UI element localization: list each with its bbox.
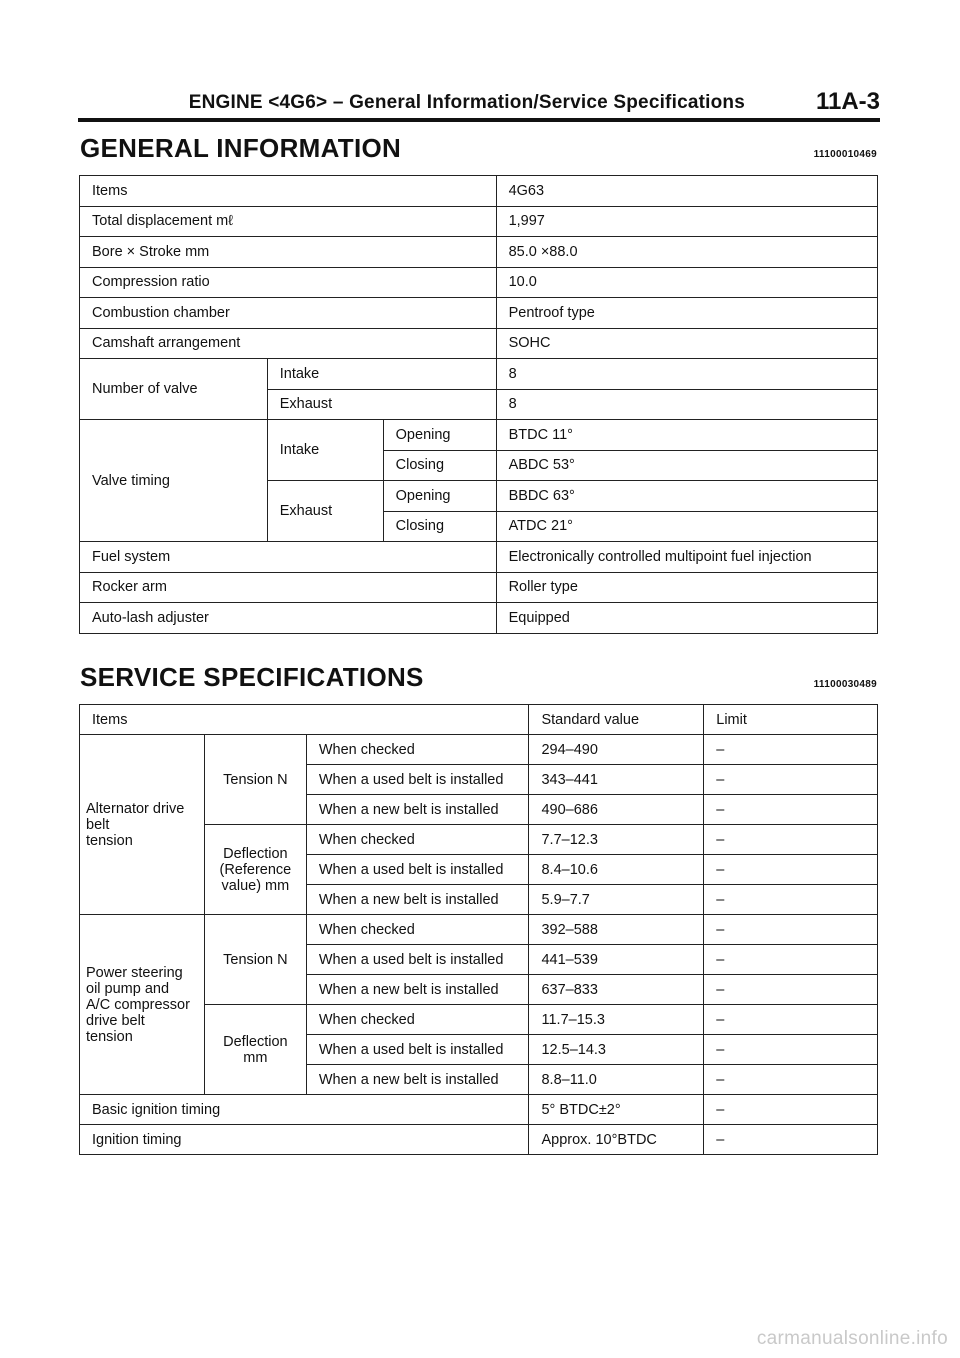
standard-value: 12.5–14.3: [529, 1035, 704, 1065]
limit-value: –: [704, 795, 878, 825]
limit-value: –: [704, 975, 878, 1005]
cell-value: 1,997: [496, 206, 877, 237]
table-row: [80, 359, 878, 390]
table-row: [80, 176, 878, 207]
standard-value: 8.8–11.0: [529, 1065, 704, 1095]
condition-label: When checked: [306, 915, 529, 945]
cell-label: Camshaft arrangement: [80, 328, 497, 359]
page-header-title: ENGINE <4G6> – General Information/Service Specifications: [188, 92, 745, 113]
standard-value: 637–833: [529, 975, 704, 1005]
cell-value: Roller type: [496, 572, 877, 603]
condition-label: When a used belt is installed: [306, 945, 529, 975]
condition-label: When a used belt is installed: [306, 1035, 529, 1065]
cell-label: Exhaust: [267, 389, 496, 420]
tension-label: Tension N: [204, 735, 306, 825]
cell-value: Equipped: [496, 603, 877, 634]
tension-label: Tension N: [204, 915, 306, 1005]
condition-label: When checked: [306, 825, 529, 855]
limit-value: –: [704, 765, 878, 795]
power-steering-belt-group: Power steering oil pump and A/C compressor drive belt tension: [80, 915, 205, 1095]
cell-value: 10.0: [496, 267, 877, 298]
condition-label: When a new belt is installed: [306, 975, 529, 1005]
cell-value: BTDC 11°: [496, 420, 877, 451]
cell-value: ABDC 53°: [496, 450, 877, 481]
limit-value: –: [704, 825, 878, 855]
deflection-label: Deflection mm: [204, 1005, 306, 1095]
service-specifications-code: 11100030489: [813, 679, 877, 690]
table-row: [80, 915, 878, 945]
condition-label: When checked: [306, 1005, 529, 1035]
cell-label: Bore × Stroke mm: [80, 237, 497, 268]
limit-value: –: [704, 945, 878, 975]
standard-value: 5.9–7.7: [529, 885, 704, 915]
general-information-table: [79, 175, 878, 634]
standard-value-header: Standard value: [529, 705, 704, 735]
limit-value: –: [704, 1035, 878, 1065]
cell-value: Pentroof type: [496, 298, 877, 329]
standard-value: 11.7–15.3: [529, 1005, 704, 1035]
footer-watermark: carmanualsonline.info: [756, 1328, 948, 1349]
cell-value: 8: [496, 389, 877, 420]
table-row: [80, 298, 878, 329]
table-row: [80, 237, 878, 268]
standard-value: Approx. 10°BTDC: [529, 1125, 704, 1155]
limit-value: –: [704, 1005, 878, 1035]
table-row: [80, 328, 878, 359]
table-row: [80, 206, 878, 237]
items-header: Items: [80, 705, 529, 735]
cell-label: Intake: [267, 420, 383, 481]
cell-label: Intake: [267, 359, 496, 390]
limit-value: –: [704, 1095, 878, 1125]
cell-label: Number of valve: [80, 359, 268, 420]
cell-label: Total displacement mℓ: [80, 206, 497, 237]
cell-value: 8: [496, 359, 877, 390]
header-rule: [78, 118, 880, 122]
model-header: 4G63: [496, 176, 877, 207]
cell-label: Rocker arm: [80, 572, 497, 603]
condition-label: When a new belt is installed: [306, 885, 529, 915]
deflection-label: Deflection (Reference value) mm: [204, 825, 306, 915]
cell-value: ATDC 21°: [496, 511, 877, 542]
page-number: 11A-3: [815, 88, 880, 115]
limit-value: –: [704, 915, 878, 945]
condition-label: When a used belt is installed: [306, 765, 529, 795]
cell-value: 85.0 ×88.0: [496, 237, 877, 268]
standard-value: 490–686: [529, 795, 704, 825]
standard-value: 343–441: [529, 765, 704, 795]
table-row: [80, 572, 878, 603]
table-row: [80, 420, 878, 451]
cell-label: Opening: [383, 481, 496, 512]
service-specifications-heading: SERVICE SPECIFICATIONS: [80, 662, 424, 692]
cell-label: Fuel system: [80, 542, 497, 573]
limit-header: Limit: [704, 705, 878, 735]
alternator-belt-group: Alternator drive belt tension: [80, 735, 205, 915]
limit-value: –: [704, 1125, 878, 1155]
cell-label: Valve timing: [80, 420, 268, 542]
cell-value: Electronically controlled multipoint fuel injection: [496, 542, 877, 573]
standard-value: 392–588: [529, 915, 704, 945]
table-row: [80, 1095, 878, 1125]
table-row: [80, 705, 878, 735]
cell-value: BBDC 63°: [496, 481, 877, 512]
condition-label: When a new belt is installed: [306, 795, 529, 825]
table-row: [80, 735, 878, 765]
limit-value: –: [704, 1065, 878, 1095]
standard-value: 441–539: [529, 945, 704, 975]
condition-label: When a used belt is installed: [306, 855, 529, 885]
page-header: [78, 86, 880, 118]
cell-label: Compression ratio: [80, 267, 497, 298]
condition-label: When checked: [306, 735, 529, 765]
cell-label: Closing: [383, 450, 496, 481]
cell-value: SOHC: [496, 328, 877, 359]
service-specifications-table: [79, 704, 878, 1155]
table-row: [80, 267, 878, 298]
cell-label: Opening: [383, 420, 496, 451]
cell-label: Combustion chamber: [80, 298, 497, 329]
standard-value: 294–490: [529, 735, 704, 765]
cell-label: Ignition timing: [80, 1125, 529, 1155]
general-information-heading: GENERAL INFORMATION: [80, 133, 402, 163]
general-information-code: 11100010469: [813, 149, 877, 160]
limit-value: –: [704, 885, 878, 915]
limit-value: –: [704, 735, 878, 765]
standard-value: 8.4–10.6: [529, 855, 704, 885]
cell-label: Auto-lash adjuster: [80, 603, 497, 634]
table-row: [80, 542, 878, 573]
items-header: Items: [80, 176, 497, 207]
cell-label: Closing: [383, 511, 496, 542]
cell-label: Exhaust: [267, 481, 383, 542]
table-row: [80, 603, 878, 634]
cell-label: Basic ignition timing: [80, 1095, 529, 1125]
limit-value: –: [704, 855, 878, 885]
standard-value: 7.7–12.3: [529, 825, 704, 855]
condition-label: When a new belt is installed: [306, 1065, 529, 1095]
standard-value: 5° BTDC±2°: [529, 1095, 704, 1125]
table-row: [80, 1125, 878, 1155]
